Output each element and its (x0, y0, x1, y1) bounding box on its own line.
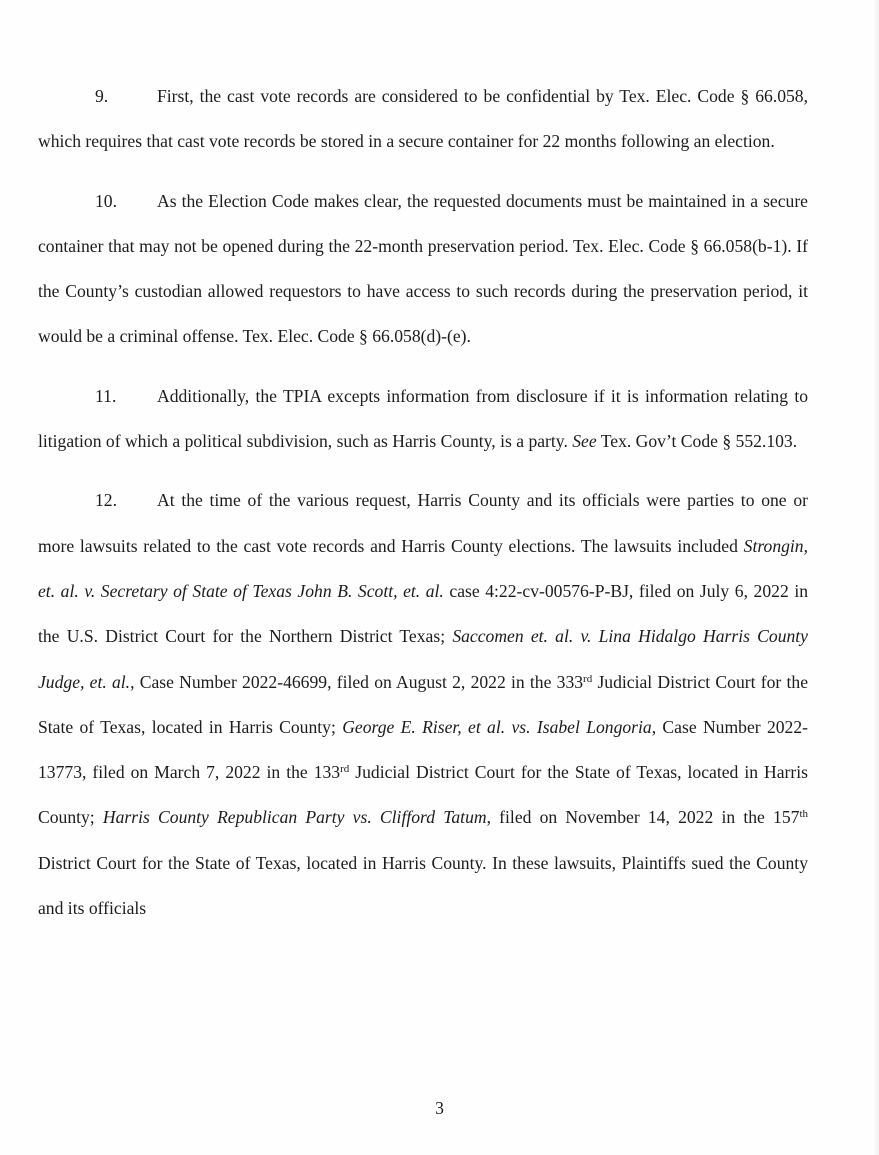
document-body (38, 74, 808, 931)
paragraph-number: 10. (95, 190, 117, 211)
paragraph-number: 12. (95, 490, 117, 511)
paragraph-number: 9. (95, 86, 109, 106)
ordinal-suffix: th (799, 808, 808, 821)
paragraph-10 (38, 179, 808, 360)
paragraph-12 (38, 478, 808, 931)
case-name: George E. Riser, et al. vs. Isabel Longoria (342, 716, 652, 737)
paragraph-11 (38, 374, 808, 465)
paragraph-text: District Court for the State of Texas, located in Harris County. In these lawsuits, Plaintiffs sued the County and its officials (38, 852, 808, 919)
paragraph-text: case 4:22-cv-00576-P-BJ, filed on July 6, 2022 in the U.S. District Court for the Northern District Texas; (38, 580, 809, 647)
paragraph-number: 11. (95, 385, 117, 406)
paragraph-text: , Case Number 2022-13773, filed on March 7, 2022 in the 133 (38, 716, 808, 783)
ordinal-suffix: rd (583, 672, 593, 685)
case-name: Saccomen et. al. v. Lina Hidalgo Harris County Judge, et. al., (38, 626, 808, 692)
paragraph-text: Judicial District Court for the State of Texas, located in Harris County; (38, 671, 809, 737)
paragraph-text: Judicial District Court for the State of Texas, located in Harris County; (38, 762, 808, 828)
citation-signal: See (572, 431, 597, 452)
page-number: 3 (435, 1098, 444, 1118)
paragraph-text: First, the cast vote records are considered to be confidential by Tex. Elec. Code § 66.058, which requires that cast vote records be stored in a secure container for 22 months following an election. (38, 86, 808, 152)
paragraph-text: Tex. Gov’t Code § 552.103. (596, 431, 798, 452)
paragraph-text: At the time of the various request, Harris County and its officials were parties to one or more lawsuits related to the cast vote records and Harris County elections. The lawsuits included (38, 490, 808, 556)
paragraph-text: Additionally, the TPIA excepts information from disclosure if it is information relating to litigation of which a political subdivision, such as Harris County, is a party. (38, 385, 808, 452)
case-name: Harris County Republican Party vs. Clifford Tatum (102, 807, 487, 828)
case-name: Strongin, et. al. v. Secretary of State of Texas John B. Scott, et. al. (38, 535, 808, 601)
paragraph-text: As the Election Code makes clear, the requested documents must be maintained in a secure container that may not be opened during the 22-month preservation period. Tex. Elec. Code § 66.058(b-1). If the County’s custodian allowed requestors to have access to such records during the preservation period, it would be a criminal offense. Tex. Elec. Code § 66.058(d)-(e). (38, 190, 808, 347)
paragraph-text: Case Number 2022-46699, filed on August 2, 2022 in the 333 (134, 671, 584, 692)
paragraph-9 (38, 74, 808, 165)
paragraph-text: , filed on November 14, 2022 in the 157 (486, 807, 800, 828)
page-edge-shadow (873, 0, 879, 1155)
ordinal-suffix: rd (340, 763, 350, 776)
